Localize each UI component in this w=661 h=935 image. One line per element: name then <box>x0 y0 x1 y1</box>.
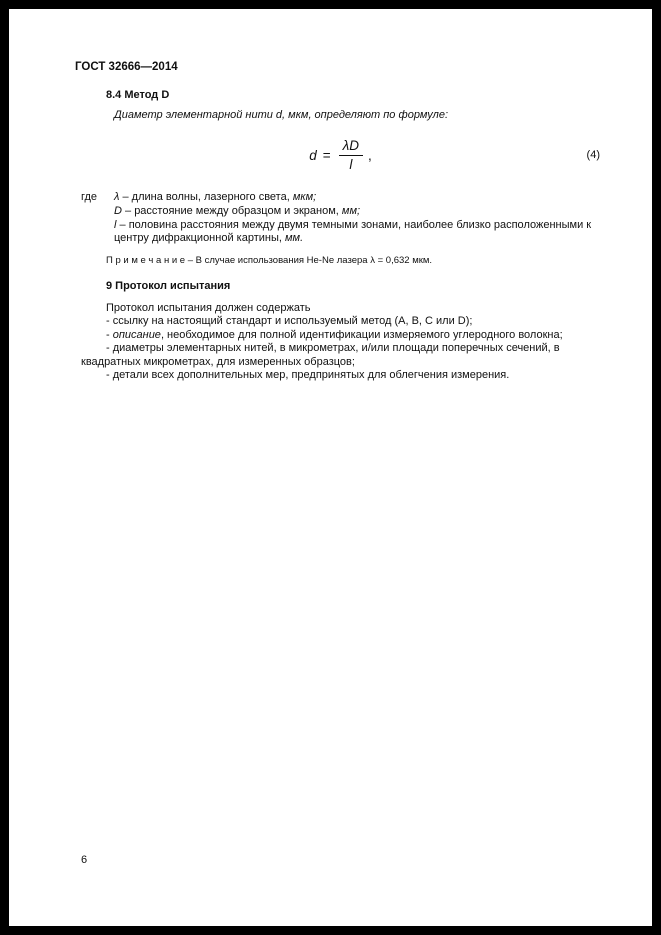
formula-denominator: l <box>349 157 353 172</box>
definition-body: – расстояние между образцом и экраном, <box>125 204 339 217</box>
paragraph-description <box>81 329 600 343</box>
formula-lhs: d <box>309 147 317 163</box>
paragraph-protocol-intro: Протокол испытания должен содержать <box>106 301 311 314</box>
formula-block <box>81 137 600 175</box>
formula-intro-text: Диаметр элементарной нити d, мкм, определяют по формуле: <box>114 109 449 121</box>
paragraph-details: - детали всех дополнительных мер, предпринятых для облегчения измерения. <box>106 369 510 381</box>
paragraph-description-italic: описание <box>112 328 161 341</box>
where-block <box>81 191 600 247</box>
where-label: где <box>81 190 98 203</box>
section-heading-8-4: 8.4 Метод D <box>106 88 170 101</box>
page-number: 6 <box>81 854 88 866</box>
formula-numerator: λD <box>339 139 363 156</box>
paragraph-description-post: , необходимое для полной идентификации измеряемого углеродного волокна; <box>160 328 563 341</box>
definition-term: D <box>114 204 122 217</box>
section-heading-9: 9 Протокол испытания <box>106 280 231 292</box>
paragraph-diameters: - диаметры элементарных нитей, в микрометрах, и/или площади поперечных сечений, в квадратных микрометрах, для измеренных образцов; <box>81 342 560 368</box>
formula-comma: , <box>368 147 372 163</box>
formula-fraction <box>339 139 363 172</box>
definition-distance <box>114 205 600 219</box>
page-content <box>75 61 600 383</box>
paragraph-description-pre: - <box>106 328 113 341</box>
document-header: ГОСТ 32666—2014 <box>75 61 178 73</box>
document-page <box>9 9 652 926</box>
definition-unit: мкм; <box>292 190 317 203</box>
paragraph-reference: - ссылку на настоящий стандарт и используемый метод (A, B, C или D); <box>106 315 473 327</box>
formula-equals: = <box>322 147 331 163</box>
definition-unit: мм. <box>284 232 304 244</box>
definition-half-distance <box>114 219 600 246</box>
definition-term: l <box>114 218 117 231</box>
definition-term: λ <box>114 190 120 203</box>
definition-lambda <box>114 191 600 205</box>
definitions-list <box>114 191 600 247</box>
formula-expression <box>309 139 372 172</box>
note-text: П р и м е ч а н и е – В случае использования He-Ne лазера λ = 0,632 мкм. <box>106 255 433 266</box>
definition-body: – половина расстояния между двумя темными зонами, наиболее близко расположенными к центру дифракционной картины, <box>114 218 592 244</box>
definition-unit: мм; <box>341 204 361 217</box>
definition-body: – длина волны, лазерного света, <box>122 190 290 203</box>
formula-number: (4) <box>586 148 600 161</box>
